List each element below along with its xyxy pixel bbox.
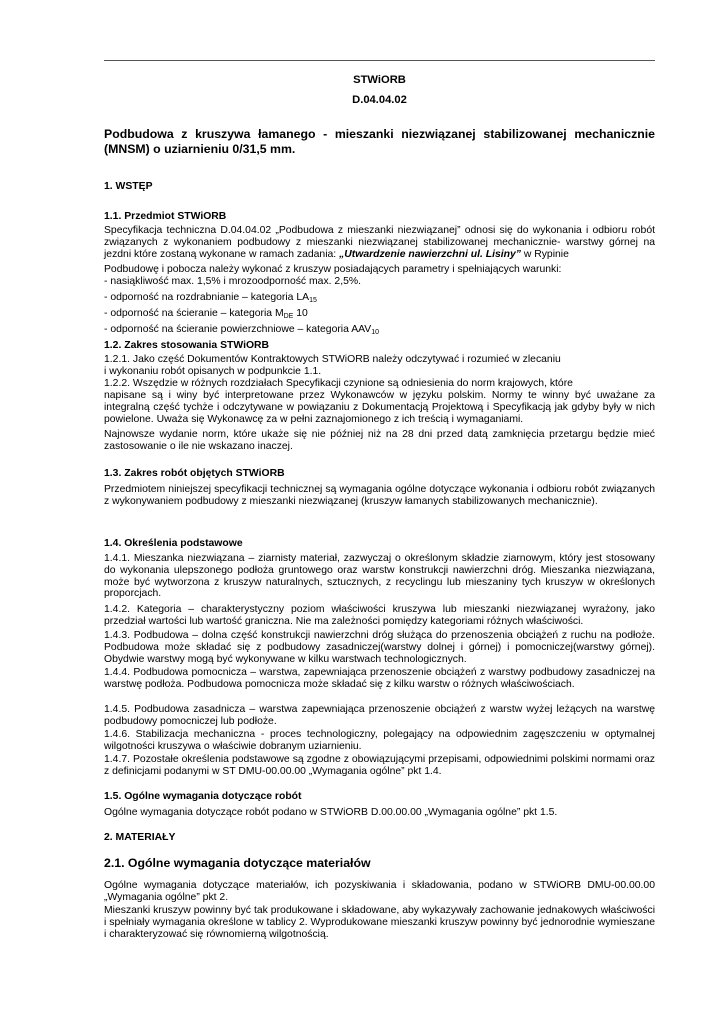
requirement-aav xyxy=(104,324,655,336)
clause-1-2-1-line1: 1.2.1. Jako część Dokumentów Kontraktowych STWiORB należy odczytywać i rozumieć w zlecaniu xyxy=(104,354,561,365)
project-name: „Utwardzenie nawierzchni ul. Lisiny” xyxy=(339,248,521,260)
paragraph-text: Specyfikacja techniczna D.04.04.02 „Podbudowa z mieszanki niezwiązanej” odnosi się do wykonania i odbioru robót związanych z wykonaniem podbudowy z mieszanki niezwiązanej stabilizowanej mechanicznie- warstwy górnej na jezdni które zostaną wykonane w ramach zadania: xyxy=(104,225,655,260)
section-1-4-heading: 1.4. Określenia podstawowe xyxy=(104,538,243,549)
section-1-5-paragraph: Ogólne wymagania dotyczące robót podano w STWiORB D.00.00.00 „Wymagania ogólne” pkt 1.5. xyxy=(104,807,558,818)
requirement-mde xyxy=(104,308,655,320)
clause-1-2-2-body: napisane są i winy być interpretowane przez Wykonawców w języku polskim. Normy te winny być uważane za integralną część tychże i odczytywane w powiązaniu z Dokumentacją Projektową i Specyfikacją jak gdyby były w nich powielone. Uważa się Wykonawcę za w pełni zaznajomionego z ich treścią i wymaganiami. xyxy=(104,390,655,425)
requirement-text: - odporność na ścieranie – kategoria M xyxy=(104,308,284,319)
definition-1-4-4: 1.4.4. Podbudowa pomocnicza – warstwa, zapewniająca przenoszenie obciążeń z warstwy podbudowy zasadniczej na warstwę podłoża. Podbudowa pomocnicza może składać się z kilku warstw o różnych właściwościach. xyxy=(104,667,655,690)
section-1-1-paragraph xyxy=(104,225,655,260)
requirement-value: 10 xyxy=(293,308,308,319)
document-title: Podbudowa z kruszywa łamanego - mieszanki niezwiązanej stabilizowanej mechanicznie (MNSM) o uziarnieniu 0/31,5 mm. xyxy=(104,127,655,156)
spec-code-number: D.04.04.02 xyxy=(352,94,407,106)
spec-code-name: STWiORB xyxy=(353,74,406,86)
section-1-3-paragraph: Przedmiotem niniejszej specyfikacji technicznej są wymagania ogólne dotyczące wykonania i odbioru robót związanych z wykonywaniem podbudowy z mieszanki niezwiązanej (kruszyw łamanych stabilizowanych mechanicznie). xyxy=(104,484,655,507)
requirement-sub: 15 xyxy=(309,297,317,304)
clause-1-2-1-line2: i wykonaniu robót opisanych w podpunkcie 1.1. xyxy=(104,366,322,377)
clause-1-2-2-line1: 1.2.2. Wszędzie w różnych rozdziałach Specyfikacji czynione są odniesienia do norm krajowych, które xyxy=(104,378,573,389)
requirement-la xyxy=(104,292,655,304)
requirement-sub: DE xyxy=(283,313,294,320)
definition-1-4-5: 1.4.5. Podbudowa zasadnicza – warstwa zapewniająca przenoszenie obciążeń z warstw wyżej leżących na warstwę podbudowy pomocniczej lub podłoże. xyxy=(104,704,655,727)
requirement-sub: 10 xyxy=(371,329,380,336)
section-1-5-heading: 1.5. Ogólne wymagania dotyczące robót xyxy=(104,791,302,802)
section-2-1-heading: 2.1. Ogólne wymagania dotyczące materiałów xyxy=(104,856,371,870)
requirement-text: - odporność na rozdrabnianie – kategoria LA xyxy=(104,292,310,303)
requirement-text: - odporność na ścieranie powierzchniowe – kategoria AAV xyxy=(104,324,372,335)
section-1-heading: 1. WSTĘP xyxy=(104,181,153,192)
absorption-requirement: - nasiąkliwość max. 1,5% i mrozoodporność max. 2,5%. xyxy=(104,276,361,287)
definition-1-4-1: 1.4.1. Mieszanka niezwiązana – ziarnisty materiał, zazwyczaj o określonym składzie ziarnowym, który jest stosowany do wykonania ulepszonego podłoża gruntowego oraz warstw konstrukcji nawierzchni dróg. Mieszanka niezwiązana, może być wytworzona z kruszyw naturalnych, sztucznych, z recyclingu lub mieszaniny tych kruszyw w określonych proporcjach. xyxy=(104,553,655,600)
section-2-1-paragraph-1: Ogólne wymagania dotyczące materiałów, ich pozyskiwania i składowania, podano w STWiORB DMU-00.00.00 „Wymagania ogólne” pkt 2. xyxy=(104,880,655,903)
definition-1-4-7: 1.4.7. Pozostałe określenia podstawowe są zgodne z obowiązującymi przepisami, odpowiednimi polskimi normami oraz z definicjami podanymi w ST DMU-00.00.00 „Wymagania ogólne” pkt 1.4. xyxy=(104,754,655,777)
section-1-3-heading: 1.3. Zakres robót objętych STWiORB xyxy=(104,468,285,479)
top-rule xyxy=(104,60,655,61)
paragraph-text: w Rypinie xyxy=(520,248,569,260)
norms-note: Najnowsze wydanie norm, które ukaże się nie później niż na 28 dni przed datą zamknięcia przetargu będzie mieć zastosowanie o ile nie wskazano inaczej. xyxy=(104,429,655,452)
definition-1-4-3: 1.4.3. Podbudowa – dolna część konstrukcji nawierzchni dróg służąca do przenoszenia obciążeń z ruchu na podłoże. Podbudowa może składać się z podbudowy zasadniczej(warstwy dolnej i górnej) i pomocniczej(warstwy górnej). Obydwie warstwy mogą być wykonywane w kilku warstwach technologicznych. xyxy=(104,630,655,665)
section-1-2-heading: 1.2. Zakres stosowania STWiORB xyxy=(104,340,270,351)
definition-1-4-6: 1.4.6. Stabilizacja mechaniczna - proces technologiczny, polegający na odpowiednim zagęszczeniu w optymalnej wilgotności kruszywa o właściwie dobranym uziarnieniu. xyxy=(104,729,655,752)
section-2-heading: 2. MATERIAŁY xyxy=(104,832,176,843)
section-1-1-heading: 1.1. Przedmiot STWiORB xyxy=(104,211,227,222)
definition-1-4-2: 1.4.2. Kategoria – charakterystyczny poziom właściwości kruszywa lub mieszanki niezwiązanej wyrażony, jako przedział wartości lub wartość graniczna. Nie ma zależności pomiędzy kategoriami różnych właściwości. xyxy=(104,604,655,627)
section-2-1-paragraph-2: Mieszanki kruszyw powinny być tak produkowane i składowane, aby wykazywały zachowanie jednakowych właściwości i spełniały wymagania określone w tablicy 2. Wyprodukowane mieszanki kruszyw powinny być jednorodnie wymieszane i charakteryzować się równomierną wilgotnością. xyxy=(104,905,655,940)
requirements-intro: Podbudowę i pobocza należy wykonać z kruszyw posiadających parametry i spełniających warunki: xyxy=(104,264,562,275)
